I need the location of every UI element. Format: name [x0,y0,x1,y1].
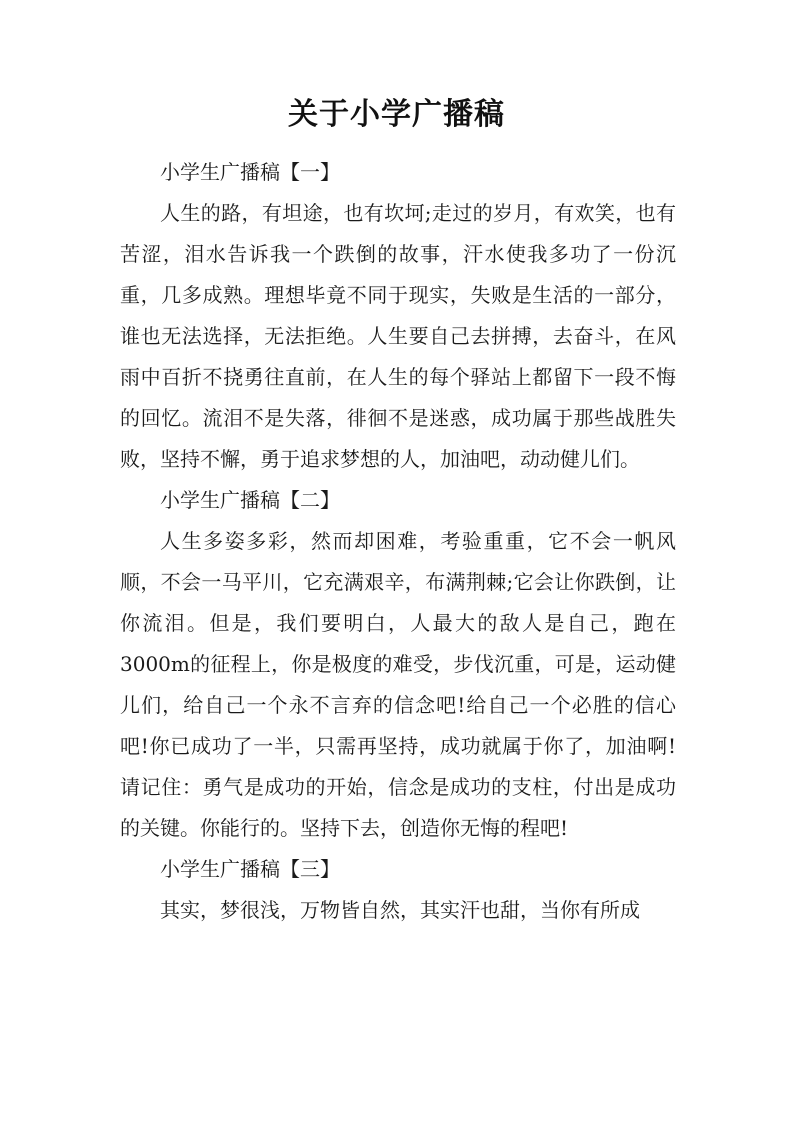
section-paragraph-3: 其实，梦很浅，万物皆自然，其实汗也甜，当你有所成 [160,898,640,922]
document-body [120,152,676,931]
section-heading-1: 小学生广播稿【一】 [160,160,340,184]
section-paragraph-1: 人生的路，有坦途，也有坎坷;走过的岁月，有欢笑，也有苦涩，泪水告诉我一个跌倒的故事，汗水使我多功了一份沉重，几多成熟。理想毕竟不同于现实，失败是生活的一部分，谁也无法选择，无法拒绝。人生要自己去拼搏，去奋斗，在风雨中百折不挠勇往直前，在人生的每个驿站上都留下一段不悔的回忆。流泪不是失落，徘徊不是迷惑，成功属于那些战胜失败，坚持不懈，勇于追求梦想的人，加油吧，动动健儿们。 [120,201,676,471]
section-heading-2: 小学生广播稿【二】 [160,488,340,512]
section-paragraph-2: 人生多姿多彩，然而却困难，考验重重，它不会一帆风顺，不会一马平川，它充满艰辛，布满荆棘;它会让你跌倒，让你流泪。但是，我们要明白，人最大的敌人是自己，跑在3000m的征程上，你是极度的难受，步伐沉重，可是，运动健儿们，给自己一个永不言弃的信念吧!给自己一个必胜的信心吧!你已成功了一半，只需再坚持，成功就属于你了，加油啊!请记住：勇气是成功的开始，信念是成功的支柱，付出是成功的关键。你能行的。坚持下去，创造你无悔的程吧! [120,529,676,840]
document-title: 关于小学广播稿 [288,97,505,132]
section-heading-3: 小学生广播稿【三】 [160,857,340,881]
